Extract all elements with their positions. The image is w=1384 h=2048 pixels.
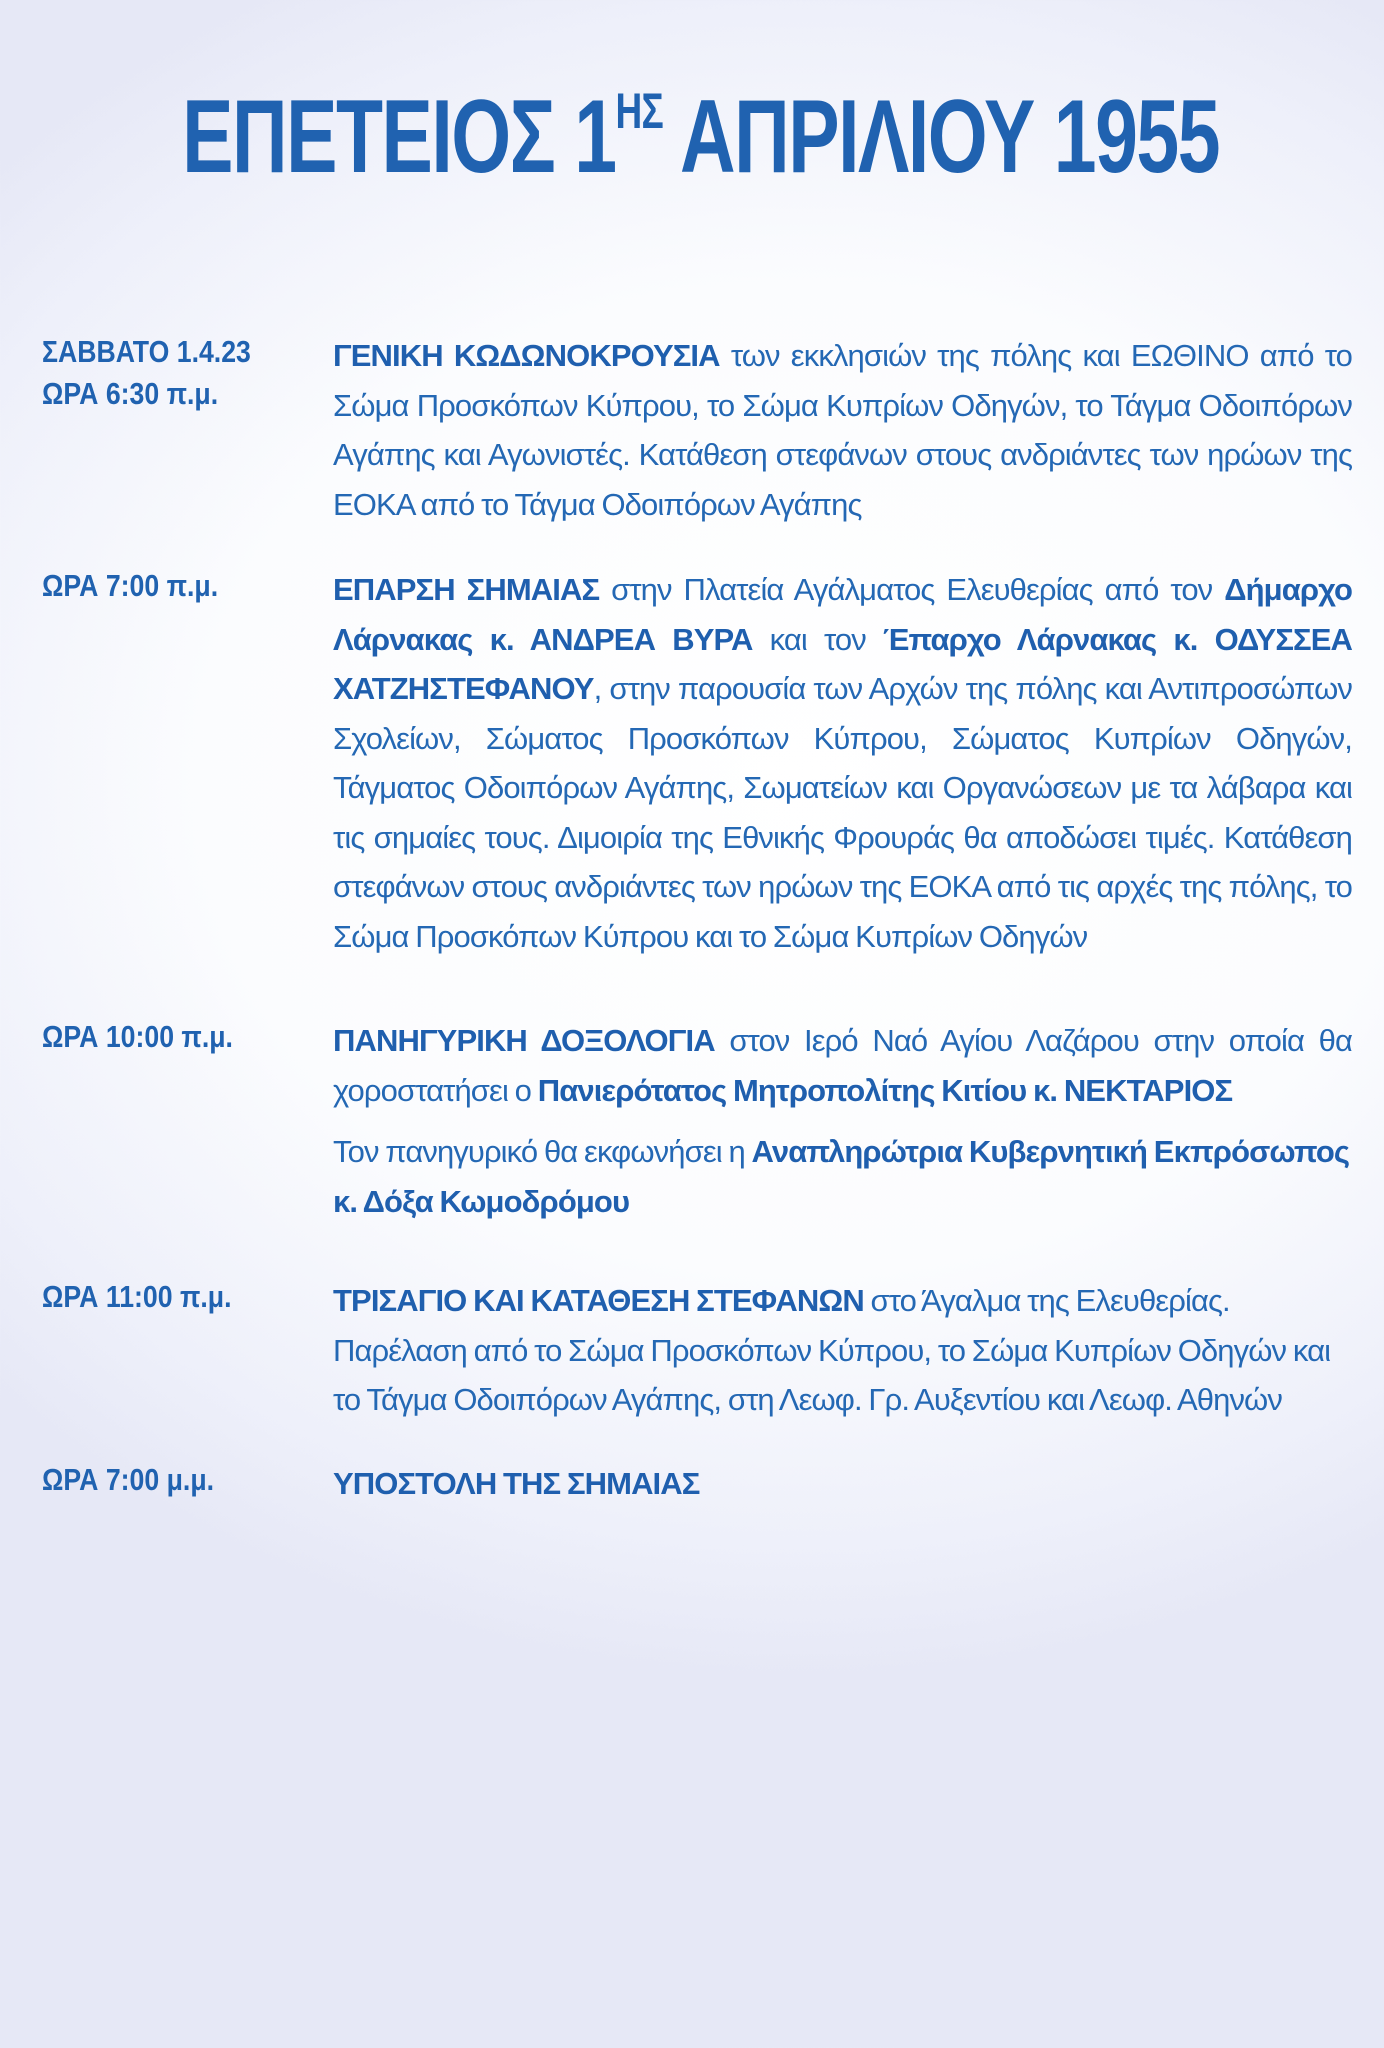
title-rest: ΑΠΡΙΛΙΟΥ 1955 <box>663 79 1220 195</box>
entry-bold-mayor: Δήμαρχο Λάρνακας κ. ΑΝΔΡΕΑ ΒΥΡΑ <box>333 572 1352 657</box>
entry-description <box>333 331 1352 529</box>
entry-text-b: και τον <box>752 621 883 657</box>
entry-bold-metropolitan: Πανιερότατος Μητροπολίτης Κιτίου κ. ΝΕΚΤΑΡΙΟΣ <box>537 1072 1233 1108</box>
entry-text: των εκκλησιών της πόλης και ΕΩΘΙΝΟ από το Σώμα Προσκόπων Κύπρου, το Σώμα Κυπρίων Οδηγών, το Τάγμα Οδοιπόρων Αγάπης και Αγωνιστές. Κατάθεση στεφάνων στους ανδριάντες των ηρώων της ΕΟΚΑ από το Τάγμα Οδοιπόρων Αγάπης <box>333 338 1352 522</box>
entry-hour: ΩΡΑ 7:00 π.μ. <box>42 568 219 603</box>
entry-description <box>333 1276 1352 1425</box>
entry-text-b: Παρέλαση από το Σώμα Προσκόπων Κύπρου, το Σώμα Κυπρίων Οδηγών και το Τάγμα Οδοιπόρων Αγάπης, στη Λεωφ. Γρ. Αυξεντίου και Λεωφ. Αθηνών <box>333 1332 1331 1417</box>
entry-bold-lead: ΠΑΝΗΓΥΡΙΚΗ ΔΟΞΟΛΟΓΙΑ <box>333 1023 715 1058</box>
entry-hour: ΩΡΑ 11:00 π.μ. <box>42 1279 232 1314</box>
entry-bold-speaker: Αναπληρώτρια Κυβερνητική Εκπρόσωπος κ. Δόξα Κωμοδρόμου <box>333 1134 1350 1219</box>
entry-hour: ΩΡΑ 10:00 π.μ. <box>42 1019 233 1054</box>
entry-text-a: στην Πλατεία Αγάλματος Ελευθερίας από τον <box>599 572 1225 607</box>
entry-bold-lead: ΤΡΙΣΑΓΙΟ ΚΑΙ ΚΑΤΑΘΕΣΗ ΣΤΕΦΑΝΩΝ <box>333 1283 864 1318</box>
entry-description <box>333 1016 1352 1226</box>
entry-description <box>333 1459 1352 1509</box>
entry-bold-prefect: Έπαρχο Λάρνακας κ. ΟΔΥΣΣΕΑ ΧΑΤΖΗΣΤΕΦΑΝΟΥ <box>333 621 1352 706</box>
page-title-inner <box>182 79 1220 195</box>
entry-date: ΣΑΒΒΑΤΟ 1.4.23 <box>42 334 251 369</box>
entry-time <box>42 331 302 415</box>
entry-time <box>42 1459 302 1501</box>
entry-bold-lead: ΥΠΟΣΤΟΛΗ ΤΗΣ ΣΗΜΑΙΑΣ <box>333 1466 700 1501</box>
entry-text-b: Τον πανηγυρικό θα εκφωνήσει η <box>333 1134 752 1169</box>
entry-text-a: στον Ιερό Ναό Αγίου Λαζάρου στην οποία θα χοροστατήσει ο <box>333 1023 1352 1108</box>
title-main: ΕΠΕΤΕΙΟΣ 1 <box>182 79 616 195</box>
entry-time <box>42 1016 302 1058</box>
entry-text-a: στο Άγαλμα της Ελευθερίας. <box>863 1283 1230 1318</box>
entry-bold-lead: ΕΠΑΡΣΗ ΣΗΜΑΙΑΣ <box>333 572 600 607</box>
entry-bold-lead: ΓΕΝΙΚΗ ΚΩΔΩΝΟΚΡΟΥΣΙΑ <box>333 338 720 373</box>
entry-hour: ΩΡΑ 7:00 μ.μ. <box>42 1462 215 1497</box>
entry-text-c: , στην παρουσία των Αρχών της πόλης και Αντιπροσώπων Σχολείων, Σώματος Προσκόπων Κύπρου, Σώματος Κυπρίων Οδηγών, Τάγματος Οδοιπόρων Αγάπης, Σωματείων και Οργανώσεων με τα λάβαρα και τις σημαίες τους. Διμοιρία της Εθνικής Φρουράς θα αποδώσει τιμές. Κατάθεση στεφάνων στους ανδριάντες των ηρώων της ΕΟΚΑ από τις αρχές της πόλης, το Σώμα Προσκόπων Κύπρου και το Σώμα Κυπρίων Οδηγών <box>333 671 1352 954</box>
page-title <box>0 79 1384 195</box>
entry-description <box>333 565 1352 961</box>
title-superscript: ΗΣ <box>615 83 664 139</box>
entry-time <box>42 565 302 607</box>
entry-hour: ΩΡΑ 6:30 π.μ. <box>42 376 219 411</box>
entry-time <box>42 1276 302 1318</box>
